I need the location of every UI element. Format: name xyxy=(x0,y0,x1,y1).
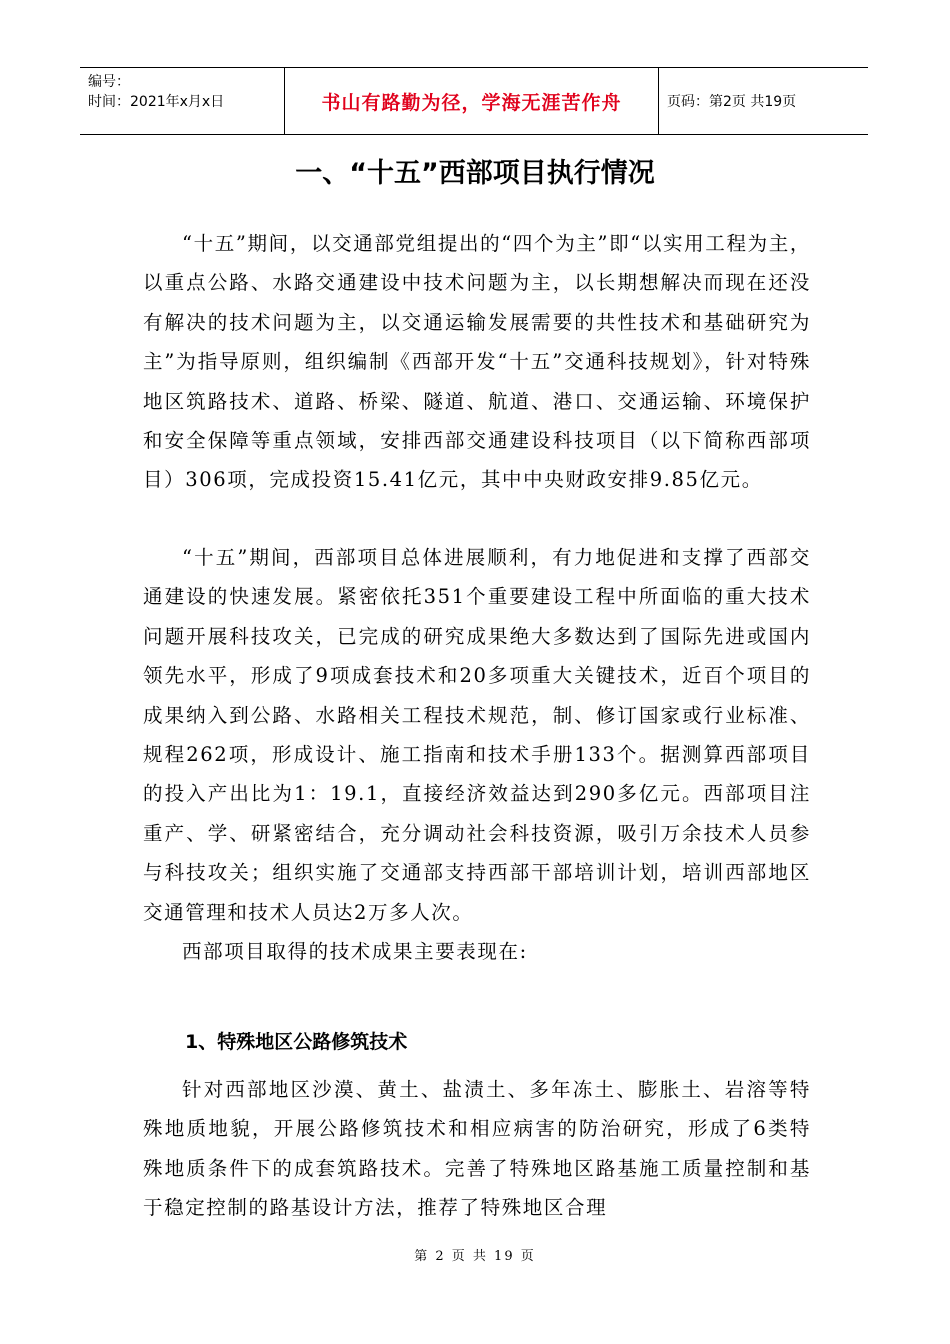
paragraph-4: 针对西部地区沙漠、黄土、盐渍土、多年冻土、膨胀土、岩溶等特殊地质地貌，开展公路修筑技术和相应病害的防治研究，形成了6类特殊地质条件下的成套筑路技术。完善了特殊地区路基施工质量控制和基于稳定控制的路基设计方法，推荐了特殊地区合理 xyxy=(143,1078,811,1220)
page-footer: 第 2 页 共 19 页 xyxy=(414,1249,536,1264)
paragraph-3: 西部项目取得的技术成果主要表现在: xyxy=(182,940,528,963)
number-label: 编号： xyxy=(88,74,130,90)
subsection-heading: 1、特殊地区公路修筑技术 xyxy=(185,1031,408,1053)
header-motto: 书山有路勤为径，学海无涯苦作舟 xyxy=(284,68,659,134)
date-label: 时间：2021年x月x日 xyxy=(88,94,225,110)
section-title: 一、“十五”西部项目执行情况 xyxy=(295,158,655,189)
paragraph-1: “十五”期间，以交通部党组提出的“四个为主”即“以实用工程为主，以重点公路、水路交通建设中技术问题为主，以长期想解决而现在还没有解决的技术问题为主，以交通运输发展需要的共性技术和基础研究为主”为指导原则，组织编制《西部开发“十五”交通科技规划》，针对特殊地区筑路技术、道路、桥梁、隧道、航道、港口、交通运输、环境保护和安全保障等重点领域，安排西部交通建设科技项目（以下简称西部项目）306项，完成投资15.41亿元，其中中央财政安排9.85亿元。 xyxy=(143,232,811,492)
header-meta xyxy=(80,68,284,134)
header-page-info: 页码：第2页 共19页 xyxy=(667,94,797,110)
page-header xyxy=(80,67,868,135)
paragraph-2: “十五”期间，西部项目总体进展顺利，有力地促进和支撑了西部交通建设的快速发展。紧密依托351个重要建设工程中所面临的重大技术问题开展科技攻关，已完成的研究成果绝大多数达到了国际先进或国内领先水平，形成了9项成套技术和20多项重大关键技术，近百个项目的成果纳入到公路、水路相关工程技术规范，制、修订国家或行业标准、规程262项，形成设计、施工指南和技术手册133个。据测算西部项目的投入产出比为1：19.1，直接经济效益达到290多亿元。西部项目注重产、学、研紧密结合，充分调动社会科技资源，吸引万余技术人员参与科技攻关；组织实施了交通部支持西部干部培训计划，培训西部地区交通管理和技术人员达2万多人次。 xyxy=(143,546,811,924)
